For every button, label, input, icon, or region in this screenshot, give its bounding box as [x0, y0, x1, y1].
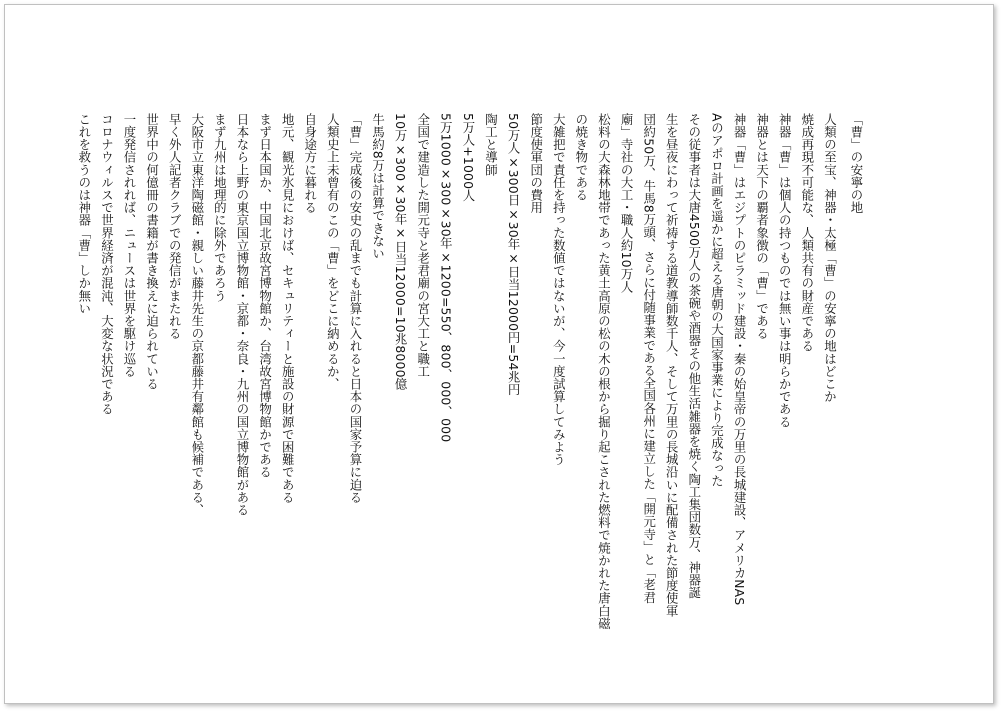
text-line: 人類史上未曾有のこの「曹」をどこに納めるか、: [325, 113, 341, 391]
text-line: 陶工と導師: [483, 113, 499, 176]
text-line: 5万人+1000人: [460, 113, 476, 202]
text-line: Aのアポロ計画を遥かに超える唐朝の大国家事業により完成なった: [709, 113, 725, 488]
text-line: 焼成再現不可能な、人類共有の財産である: [799, 113, 815, 353]
text-line: の焼き物である: [573, 113, 589, 202]
text-line: 世界中の何億冊の書籍が書き換えに迫られている: [144, 113, 160, 391]
text-line: 地元、観光氷見におけば、セキュリティーと施設の財源で困難である: [280, 113, 296, 504]
text-line: 神器とは天下の覇者象徴の「曹」である: [754, 113, 770, 340]
text-line: 団約50万、牛馬8万頭、さらに付随事業である全国各州に建立した「開元寺」と「老君: [641, 113, 657, 604]
text-line: 全国で建造した開元寺と老君廟の宮大工と職工: [415, 113, 431, 378]
text-line: まず九州は地理的に除外であろう: [212, 113, 228, 302]
text-line: 日本なら上野の東京国立博物館・京都・奈良・九州の国立博物館がある: [234, 113, 250, 517]
text-line: 大雑把で責任を持った数値ではないが、今一度試算してみよう: [551, 113, 567, 466]
text-line: 神器「曹」はエジプトのピラミッド建設・秦の始皇帝の万里の長城建設、アメリカNAS: [732, 113, 748, 606]
text-line: 節度使軍団の費用: [528, 113, 544, 214]
text-line: 50万人×300日×30年×日当12000円=54兆円: [506, 113, 522, 396]
text-line: 松料の大森林地帯であった黄土高原の松の木の根から掘り起こされた燃料で焼かれた唐白磁: [596, 113, 612, 630]
text-line: 大阪市立東洋陶磁館・親しい藤井先生の京都藤井有鄰館も候補である、: [189, 113, 205, 517]
text-line: 神器「曹」は個人の持つものでは無い事は明らかである: [777, 113, 793, 428]
text-line: 廟」寺社の大工・職人約10万人: [619, 113, 635, 293]
text-line: 5万1000×300×30年×1200=550、800、000、000: [438, 113, 454, 443]
text-line: 早く外人記者クラブでの発信がまたれる: [167, 113, 183, 340]
text-line: 生を昼夜にわって祈祷する道教導師数千人、そして万里の長城沿いに配備された節度使軍: [664, 113, 680, 617]
text-line: 人類の至宝、神器・太極「曹」の安寧の地はどこか: [822, 113, 838, 403]
text-line: 一度発信されれば、ニュースは世界を駆け巡る: [122, 113, 137, 378]
text-line: 10万×300×30年×日当12000=10兆8000億: [393, 113, 409, 391]
text-line: これを救うのは神器「曹」しか無い: [76, 113, 92, 315]
text-line: 牛馬約8万は計算できない: [370, 113, 386, 260]
document-page: [4, 4, 994, 704]
vertical-text-body: [72, 113, 867, 653]
text-line: 自身途方に暮れる: [302, 113, 318, 214]
document-title: 「曹」の安寧の地: [849, 113, 864, 214]
text-line: その従事者は大唐4500万人の茶碗や酒器その他生活雑器を焼く陶工集団数万、神器誕: [686, 113, 702, 599]
text-line: 「曹」完成後の安史の乱までも計算に入れると日本の国家予算に迫る: [347, 113, 363, 504]
text-line: まず日本国か、中国北京故宮博物館か、台湾故宮博物館かである: [257, 113, 273, 479]
text-line: コロナウィルスで世界経済が混沌、大変な状況である: [99, 113, 115, 416]
